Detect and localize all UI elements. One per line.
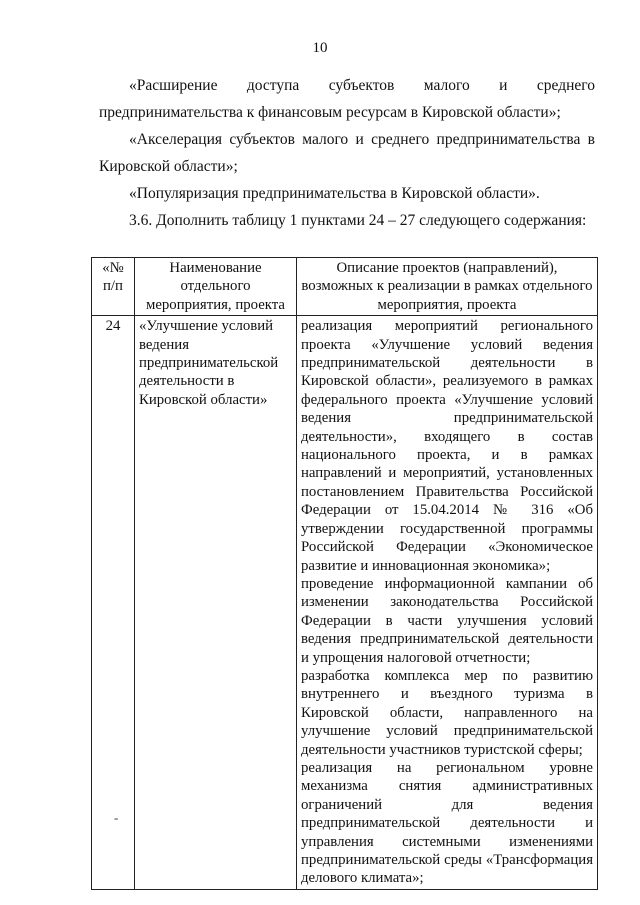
description-item: разработка комплекса мер по развитию внутреннего и въездного туризма в Кировской области, направленного на улучшение условий предпринимательской деятельности участников туристской сферы; xyxy=(301,667,593,758)
paragraph-amend-table: 3.6. Дополнить таблицу 1 пунктами 24 – 27 следующего содержания: xyxy=(129,212,587,229)
projects-table xyxy=(91,257,598,890)
paragraph-access-finance: «Расширение доступа субъектов малого и среднего предпринимательства к финансовым ресурсам в Кировской области»; xyxy=(99,77,595,121)
header-name: Наименование отдельного мероприятия, проекта xyxy=(135,258,297,316)
paragraph-popularization: «Популяризация предпринимательства в Кировской области». xyxy=(129,185,540,202)
margin-dash: - xyxy=(114,810,119,825)
table-header-row xyxy=(92,258,598,316)
row-number: 24 xyxy=(92,316,135,890)
table-row xyxy=(92,316,598,890)
paragraph-acceleration: «Акселерация субъектов малого и среднего предпринимательства в Кировской области»; xyxy=(99,131,595,175)
header-description: Описание проектов (направлений), возможных к реализации в рамках отдельного мероприятия, проекта xyxy=(297,258,598,316)
row-description xyxy=(297,316,598,890)
description-item: проведение информационной кампании об изменении законодательства Российской Федерации в части улучшения условий ведения предпринимательской деятельности и упрощения налоговой отчетности; xyxy=(301,575,593,666)
description-item: реализация на региональном уровне механизма снятия административных ограничений для ведения предпринимательской деятельности и управления системными изменениями предпринимательской среды «Трансформация делового климата»; xyxy=(301,759,593,887)
header-number: «№ п/п xyxy=(92,258,135,316)
row-name: «Улучшение условий ведения предпринимательской деятельности в Кировской области» xyxy=(135,316,297,890)
page-number: 10 xyxy=(312,40,328,56)
description-item: реализация мероприятий регионального проекта «Улучшение условий ведения предпринимательской деятельности в Кировской области», реализуемого в рамках федерального проекта «Улучшение условий ведения предпринимательской деятельности», входящего в состав национального проекта, и в рамках направлений и мероприятий, установленных постановлением Правительства Российской Федерации от 15.04.2014 № 316 «Об утверждении государственной программы Российской Федерации «Экономическое развитие и инновационная экономика»; xyxy=(301,318,593,574)
